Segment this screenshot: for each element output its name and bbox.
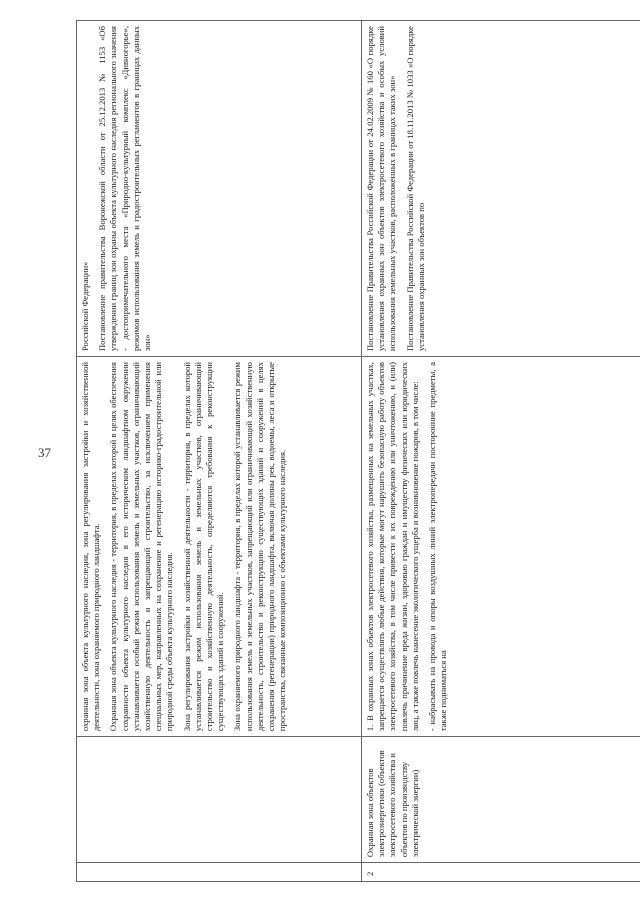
zone-description-cell — [77, 357, 362, 737]
rotated-table-area — [76, 20, 640, 882]
description-paragraph: Охранная зона объекта культурного наследия - территория, в пределах которой в целях обеспечения сохранности объекта культурного наследия в его историческом ландшафтном окружении устанавливается особый режим использования земель и земельных участков, ограничивающий хозяйственную деятельность и запрещающий строительство, за исключением применения специальных мер, направленных на сохранение и регенерацию историко-градостроительной или природной среды объекта культурного наследия. — [108, 362, 175, 732]
zone-name-cell — [77, 737, 362, 863]
legal-basis-cell — [77, 21, 362, 357]
legal-paragraph: Постановление правительства Воронежской области от 25.12.2013 № 1153 «Об утверждении границ зон охраны объекта культурного наследия регионального значения - достопримечательного места «Природно-культурный комплекс «Дивногорье», режимов использования земель и градостроительных регламентов в границах данных зон» — [97, 26, 153, 352]
zone-name-cell: Охранная зона объектов электроэнергетики (объектов электросетевого хозяйства и объектов по производству электрической энергии) — [362, 737, 640, 863]
legal-paragraph: Постановление Правительства Российской Федерации от 18.11.2013 № 1033 «О порядке установления охранных зон объектов по — [404, 26, 426, 352]
description-paragraph: - набрасывать на провода и опоры воздушных линий электропередачи посторонние предметы, а также подниматься на — [427, 362, 449, 732]
description-paragraph: Зона регулирования застройки и хозяйственной деятельности - территория, в пределах которой устанавливается режим использования земель и земельных участков, ограничивающий строительство и хозяйственную деятельность, определяются требования к реконструкции существующих зданий и сооружений. — [181, 362, 226, 732]
page-number: 37 — [38, 445, 51, 460]
row-number-cell: 2 — [362, 863, 640, 882]
legal-paragraph: Российской Федерации» — [80, 261, 90, 352]
description-paragraph: охранная зона объекта культурного наследия, зона регулирования застройки и хозяйственной деятельности, зона охраняемого природного ландшафта. — [80, 362, 102, 732]
zone-description-cell — [362, 357, 640, 737]
legal-basis-cell — [362, 21, 640, 357]
description-paragraph: 1. В охранных зонах объектов электросетевого хозяйства, размещенных на земельных участках, запрещается осуществлять любые действия, которые могут нарушить безопасную работу объектов электросетевого хозяйства, в том числе привести к их повреждению или уничтожению, и (или) повлечь причинение вреда жизни, здоровью граждан и имуществу физических или юридических лиц, а также повлечь нанесение экологического ущерба и возникновение пожаров, в том числе: — [365, 362, 420, 732]
table-row — [362, 21, 640, 882]
table-row — [77, 21, 362, 882]
legal-paragraph: Постановление Правительства Российской Федерации от 24.02.2009 № 160 «О порядке установления охранных зон объектов электросетевого хозяйства и особых условий использования земельных участков, расположенных в границах таких зон» — [365, 26, 398, 352]
row-number-cell — [77, 863, 362, 882]
zones-table — [76, 20, 640, 882]
description-paragraph: Зона охраняемого природного ландшафта - территория, в пределах которой устанавливается режим использования земель и земельных участков, запрещающий или ограничивающий хозяйственную деятельность, строительство и реконструкцию существующих зданий и сооружений в целях сохранения (регенерации) природного ландшафта, включая долины рек, водоемы, леса и открытые пространства, связанные композиционно с объектами культурного наследия. — [232, 362, 288, 732]
